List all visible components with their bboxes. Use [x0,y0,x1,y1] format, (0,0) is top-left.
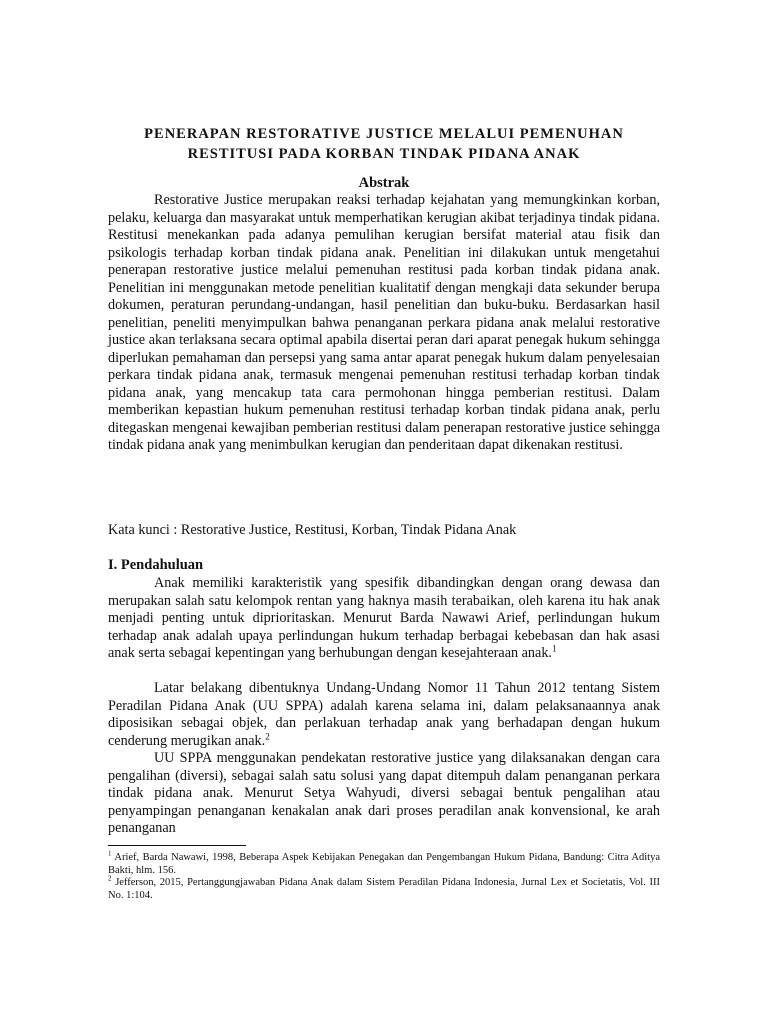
footnote-1-mark: 1 [108,849,112,858]
footnote-divider [108,845,246,846]
footnote-1 [108,849,661,877]
footnote-2 [108,874,661,902]
introduction-paragraph-3: UU SPPA menggunakan pendekatan restorative justice yang dilaksanakan dengan cara pengalihan (diversi), sebagai salah satu solusi yang dapat ditempuh dalam penanganan perkara tindak pidana anak. Menurut Setya Wahyudi, diversi sebagai bentuk pengalihan atau penyampingan penanganan kenakalan anak dari proses peradilan anak konvensional, ke arah penanganan [108,750,660,836]
footnote-2-text: Jefferson, 2015, Pertanggungjawaban Pidana Anak dalam Sistem Peradilan Pidana Indonesia, Jurnal Lex et Societatis, Vol. III No. 1:104. [108,877,661,901]
footnote-reference-2[interactable]: 2 [265,730,270,741]
footnote-1-text: Arief, Barda Nawawi, 1998, Beberapa Aspek Kebijakan Penegakan dan Pengembangan Hukum Pidana, Bandung: Citra Aditya Bakti, hlm. 156. [108,852,661,876]
section-heading-introduction: I. Pendahuluan [108,557,204,573]
title-line-2: RESTITUSI PADA KORBAN TINDAK PIDANA ANAK [187,146,581,162]
paper-title [108,124,660,164]
abstract-heading: Abstrak [358,175,410,191]
introduction-paragraph-2 [108,680,660,750]
footnote-reference-1[interactable]: 1 [551,643,557,654]
footnote-2-mark: 2 [108,874,112,883]
abstract-paragraph: Restorative Justice merupakan reaksi terhadap kejahatan yang memungkinkan korban, pelaku, keluarga dan masyarakat untuk memperhatikan kerugian akibat terjadinya tindak pidana. Restitusi menekankan pada adanya pemulihan kerugian bersifat material atau fisik dan psikologis terhadap korban tindak pidana anak. Penelitian ini dilakukan untuk mengetahui penerapan restorative justice melalui pemenuhan restitusi pada korban tindak pidana anak. Penelitian ini menggunakan metode penelitian kualitatif dengan mengkaji data sekunder berupa dokumen, peraturan perundang-undangan, hasil penelitian dan buku-buku. Berdasarkan hasil penelitian, peneliti menyimpulkan bahwa penanganan perkara pidana anak melalui restorative justice akan terlaksana secara optimal apabila disertai peran dari aparat penegak hukum sehingga diperlukan pemahaman dan persepsi yang sama antar aparat penegak hukum dalam penyelesaian perkara tindak pidana anak, termasuk mengenai pemenuhan restitusi terhadap korban tindak pidana anak, yang mencakup tata cara permohonan hingga pemberian restitusi. Dalam memberikan kepastian hukum pemenuhan restitusi terhadap korban tindak pidana anak, perlu ditegaskan mengenai kewajiban pemberian restitusi dalam penerapan restorative justice sehingga tindak pidana anak yang menimbulkan kerugian dan penderitaan dapat dikenakan restitusi. [108,192,660,453]
keywords-line: Kata kunci : Restorative Justice, Restitusi, Korban, Tindak Pidana Anak [108,522,517,538]
paragraph-2-text: Latar belakang dibentuknya Undang-Undang Nomor 11 Tahun 2012 tentang Sistem Peradilan Pidana Anak (UU SPPA) adalah karena selama ini, dalam pelaksanaannya anak diposisikan sebagai objek, dan perlakuan terhadap anak yang berhadapan dengan hukum cenderung merugikan anak. [108,680,660,749]
paragraph-1-text: Anak memiliki karakteristik yang spesifik dibandingkan dengan orang dewasa dan merupakan salah satu kelompok rentan yang haknya masih terabaikan, oleh karena itu hak anak menjadi penting untuk diprioritaskan. Menurut Barda Nawawi Arief, perlindungan hukum terhadap anak adalah upaya perlindungan hukum terhadap berbagai kebebasan dan hak asasi anak serta sebagai kepentingan yang berhubungan dengan kesejahteraan anak. [108,575,660,661]
introduction-paragraph-1 [108,575,660,663]
title-line-1: PENERAPAN RESTORATIVE JUSTICE MELALUI PEMENUHAN [144,126,624,142]
